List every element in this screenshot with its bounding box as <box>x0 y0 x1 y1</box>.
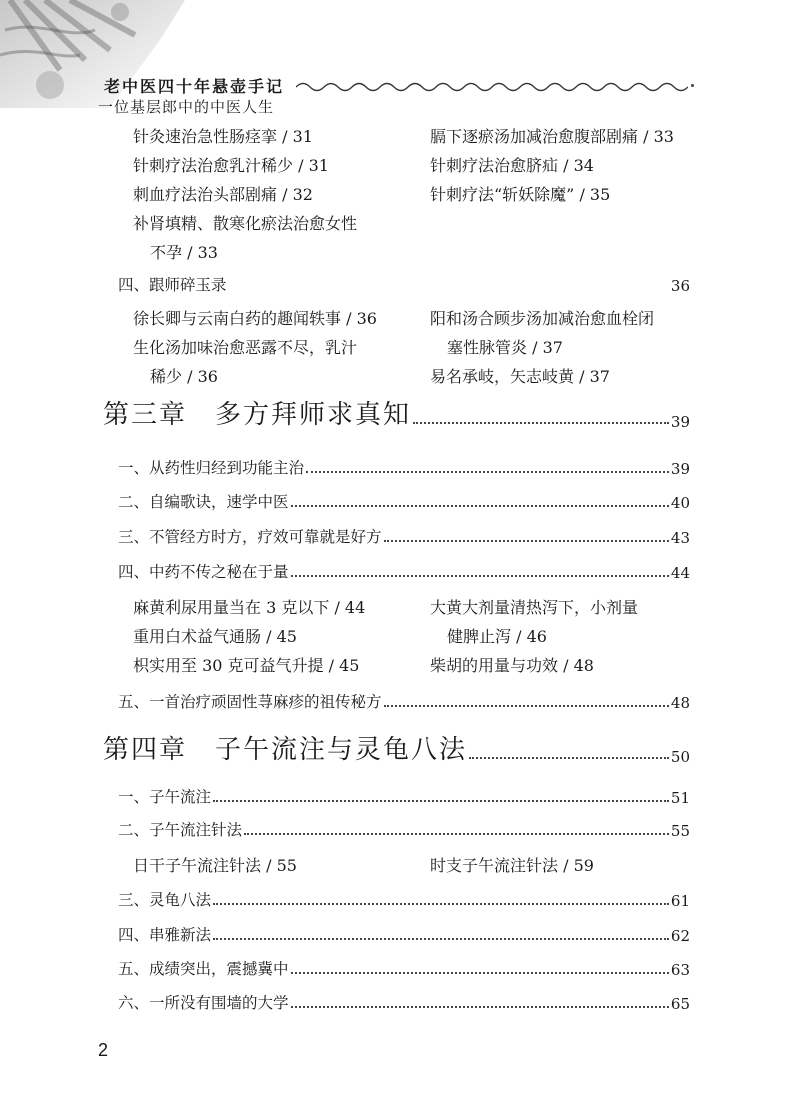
toc-subentry: 时支子午流注针法 / 59 <box>430 856 594 875</box>
toc-subentry: 阳和汤合顾步汤加减治愈血栓闭 <box>430 309 655 328</box>
toc-subentry: 柴胡的用量与功效 / 48 <box>430 656 594 675</box>
toc-section-label: 三、不管经方时方，疗效可靠就是好方 <box>118 528 382 546</box>
toc-page-number: 55 <box>670 821 690 840</box>
toc-chapter-3 <box>103 400 690 431</box>
toc-page-number: 63 <box>670 960 690 979</box>
book-subtitle: 一位基层郎中的中医人生 <box>98 98 275 116</box>
toc-subentry: 生化汤加味治愈恶露不尽，乳汁 <box>133 338 358 357</box>
toc-subentry: 膈下逐瘀汤加减治愈腹部剧痛 / 33 <box>430 127 674 146</box>
toc-section-label: 三、灵龟八法 <box>118 891 212 909</box>
toc-subentry: 刺血疗法治头部剧痛 / 32 <box>133 185 313 204</box>
toc-subentry: 针刺疗法治愈乳汁稀少 / 31 <box>133 156 329 175</box>
toc-section-label: 二、子午流注针法 <box>118 821 243 839</box>
toc-subentry: 重用白术益气通肠 / 45 <box>133 627 297 646</box>
toc-section-label: 一、从药性归经到功能主治 <box>118 459 305 477</box>
toc-section <box>118 495 690 511</box>
header-wave-ornament <box>296 80 688 94</box>
toc-section <box>118 893 690 909</box>
toc-subentry: 麻黄利尿用量当在 3 克以下 / 44 <box>133 598 366 617</box>
toc-page-number: 61 <box>670 891 690 910</box>
toc-section <box>118 461 690 477</box>
toc-subentry: 易名承岐，矢志岐黄 / 37 <box>430 367 610 386</box>
toc-section <box>118 565 690 581</box>
toc-subentry: 针灸速治急性肠痉挛 / 31 <box>133 127 313 146</box>
toc-chapter-4 <box>103 735 690 766</box>
toc-page-number: 40 <box>670 493 690 512</box>
toc-page-number: 44 <box>670 563 690 582</box>
header-dot <box>691 84 694 87</box>
toc-section-4 <box>118 278 690 294</box>
toc-page-number: 65 <box>670 994 690 1013</box>
toc-subentry: 大黄大剂量清热泻下，小剂量 <box>430 598 639 617</box>
toc-subentry-cont: 健脾止泻 / 46 <box>447 627 547 646</box>
toc-subentry: 枳实用至 30 克可益气升提 / 45 <box>133 656 360 675</box>
toc-subentry: 针刺疗法治愈脐疝 / 34 <box>430 156 594 175</box>
toc-section-label: 四、串雅新法 <box>118 926 212 944</box>
toc-chapter-label: 第四章 子午流注与灵龟八法 <box>103 735 468 765</box>
toc-page-number: 62 <box>670 926 690 945</box>
toc-section <box>118 790 690 806</box>
page-number: 2 <box>98 1040 109 1060</box>
toc-section-label: 四、中药不传之秘在于量 <box>118 563 289 581</box>
toc-section-label: 二、自编歌诀，速学中医 <box>118 493 289 511</box>
toc-page-number: 51 <box>670 788 690 807</box>
toc-page-number: 48 <box>670 693 690 712</box>
toc-chapter-label: 第三章 多方拜师求真知 <box>103 400 412 430</box>
toc-section <box>118 695 690 711</box>
book-title: 老中医四十年悬壶手记 <box>104 77 285 96</box>
toc-section-label: 六、一所没有围墙的大学 <box>118 994 289 1012</box>
toc-section-label: 四、跟师碎玉录 <box>118 276 227 294</box>
toc-page-number: 39 <box>670 413 690 431</box>
toc-section <box>118 530 690 546</box>
toc-page-number: 50 <box>670 748 690 766</box>
toc-section <box>118 996 690 1012</box>
toc-subentry: 补肾填精、散寒化瘀法治愈女性 <box>133 214 358 233</box>
toc-subentry-cont: 不孕 / 33 <box>150 243 218 262</box>
toc-page-number: 39 <box>670 459 690 478</box>
toc-subentry: 徐长卿与云南白药的趣闻轶事 / 36 <box>133 309 377 328</box>
toc-subentry: 日干子午流注针法 / 55 <box>133 856 297 875</box>
toc-section-label: 五、一首治疗顽固性荨麻疹的祖传秘方 <box>118 693 382 711</box>
toc-subentry-cont: 稀少 / 36 <box>150 367 218 386</box>
toc-page-number: 43 <box>670 528 690 547</box>
toc-section-label: 一、子午流注 <box>118 788 212 806</box>
toc-section <box>118 962 690 978</box>
toc-section <box>118 928 690 944</box>
toc-section <box>118 823 690 839</box>
toc-section-label: 五、成绩突出，震撼冀中 <box>118 960 289 978</box>
toc-subentry-cont: 塞性脉管炎 / 37 <box>447 338 563 357</box>
toc-page-number: 36 <box>670 276 690 295</box>
toc-subentry: 针刺疗法“斩妖除魔” / 35 <box>430 185 611 204</box>
